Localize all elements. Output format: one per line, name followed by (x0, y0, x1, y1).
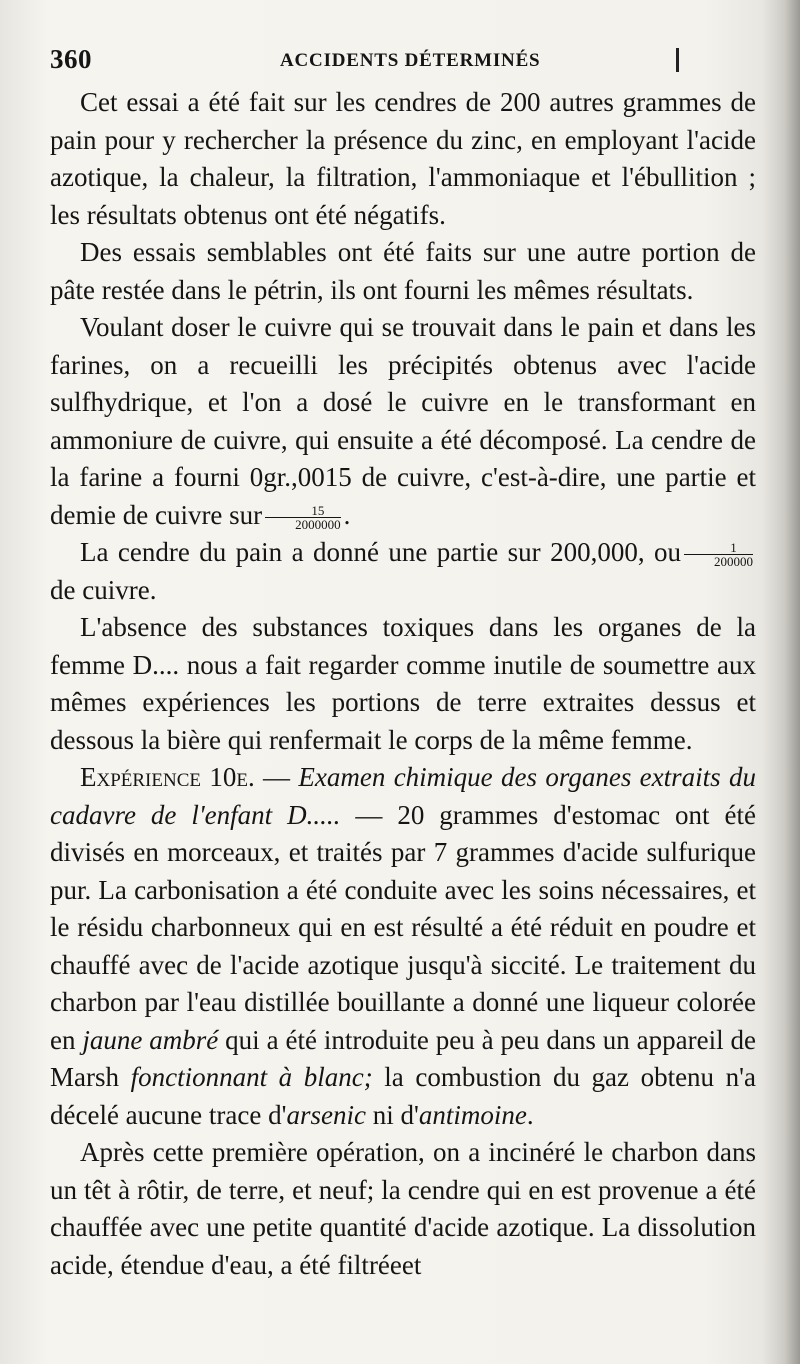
paragraph-dough-test: Des essais semblables ont été faits sur une autre portion de pâte restée dans le pétrin, ils ont fourni les mêmes résultats. (50, 237, 756, 305)
page-edge-shadow (762, 0, 800, 1364)
running-head: ACCIDENTS DÉTERMINÉS (280, 50, 541, 71)
italic-arsenic: arsenic (286, 1099, 366, 1130)
bread-ash-text: La cendre du pain a donné une partie sur 200,000, ou (80, 537, 681, 567)
bread-ash-end: de cuivre. (50, 574, 157, 605)
paragraph-bread-ash (50, 534, 756, 609)
page-header (50, 44, 690, 80)
fraction-numerator: 15 (265, 504, 341, 518)
italic-jaune-ambre: jaune ambré (82, 1024, 219, 1055)
paragraph-absence-toxic: L'absence des substances toxiques dans les organes de la femme D.... nous a fait regarder comme inutile de soumettre aux mêmes expériences les portions de terre extraites dessus et dessous la bière qui renfermait le corps de la même femme. (50, 612, 756, 755)
experiment-text-b: qui a été introduite peu à peu dans un appareil de Marsh (50, 1024, 757, 1092)
fraction-copper-bread (684, 541, 753, 568)
page-number: 360 (50, 44, 92, 74)
experiment-text-e: . (526, 1099, 534, 1130)
fraction-denominator: 2000000 (295, 516, 341, 532)
paragraph-zinc-test: Cet essai a été fait sur les cendres de 200 autres grammes de pain pour y rechercher la présence du zinc, en employant l'acide azotique, la chaleur, la filtration, l'ammoniaque et l'ébullition ; les résultats obtenus ont été négatifs. (50, 87, 756, 230)
paragraph-incineration: Après cette première opération, on a incinéré le charbon dans un têt à rôtir, de terre, et neuf; la cendre qui en est provenue a été chauffée avec une petite quantité d'acide azotique. La dissolution acide, étendue d'eau, a été filtréeet (50, 1137, 756, 1280)
fraction-numerator: 1 (684, 541, 753, 555)
copper-dosage-end: . (343, 499, 351, 530)
fraction-denominator: 200000 (714, 554, 753, 570)
paragraph-copper-dosage (50, 309, 756, 534)
experiment-text-c: la combustion du gaz obtenu n'a décelé aucune trace d' (50, 1062, 756, 1130)
experiment-text-a: — 20 grammes d'estomac ont été divisés en morceaux, et traités par 7 grammes d'acide sulfurique pur. La carbonisation a été conduite avec les soins nécessaires, et le résidu charbonneux qui en est résulté a été réduit en poudre et chauffé avec de l'acide azotique jusqu'à siccité. Le traitement du charbon par l'eau distillée bouillante a donné une liqueur colorée en (50, 799, 756, 1055)
header-margin-mark (676, 48, 679, 72)
experiment-dash: — (254, 762, 299, 792)
experiment-title: Examen chimique des organes extraits du cadavre de l'enfant D..... (50, 762, 757, 830)
fraction-copper-flour (265, 504, 341, 531)
italic-antimoine: antimoine (418, 1099, 527, 1130)
italic-fonctionnant: fonctionnant à blanc; (130, 1062, 373, 1092)
copper-dosage-text: Voulant doser le cuivre qui se trouvait dans le pain et dans les farines, on a recueilli les précipités obtenus avec l'acide sulfhydrique, et l'on a dosé le cuivre en le transformant en ammoniure de cuivre, qui ensuite a été décomposé. La cendre de la farine a fourni 0gr.,0015 de cuivre, c'est-à-dire, une partie et demie de cuivre sur (50, 312, 756, 530)
body-text (50, 84, 756, 1284)
paragraph-experiment-10 (50, 759, 756, 1134)
experiment-text-d: ni d' (365, 1099, 419, 1130)
experiment-label: Expérience 10e. (80, 762, 255, 792)
